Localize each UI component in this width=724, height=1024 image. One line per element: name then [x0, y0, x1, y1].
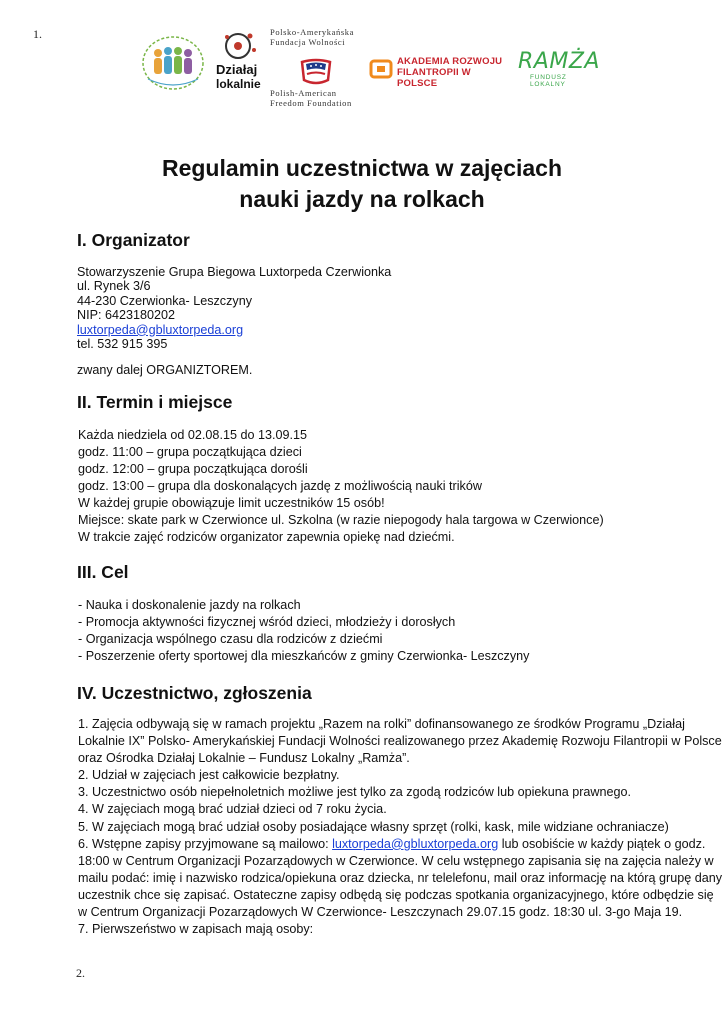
- arfp-logo: [369, 56, 509, 89]
- goal-item: - Poszerzenie oferty sportowej dla mieszkańców z gminy Czerwionka- Leszczyny: [78, 649, 530, 663]
- organizer-city: 44-230 Czerwionka- Leszczyny: [77, 293, 252, 308]
- participation-text: [78, 716, 723, 938]
- page-number-top: 1.: [33, 27, 42, 41]
- term-line: godz. 13:00 – grupa dla doskonalących jazdę z możliwością nauki trików: [78, 479, 482, 493]
- pafw-en-line1: Polish-American: [270, 88, 337, 98]
- participation-line: 18:00 w Centrum Organizacji Pozarządowych w Czerwionce. W celu wstępnego zapisania się na zajęcia należy w: [78, 853, 714, 868]
- participation-line: 3. Uczestnictwo osób niepełnoletnich możliwe jest tylko za zgodą rodziców lub opiekuna prawnego.: [78, 785, 632, 800]
- term-details: [78, 427, 604, 546]
- pafw-pl-line2: Fundacja Wolności: [270, 37, 346, 47]
- signup-text-after: lub osobiście w każdy piątek o godz.: [498, 836, 706, 851]
- title-line1: Regulamin uczestnictwa w zajęciach: [161, 155, 563, 181]
- participation-line: 2. Udział w zajęciach jest całkowicie bezpłatny.: [78, 768, 340, 783]
- dzialaj-lokalnie-logo: [214, 28, 262, 94]
- participation-line: 7. Pierwszeństwo w zapisach mają osoby:: [78, 922, 314, 937]
- participation-line: 1. Zajęcia odbywają się w ramach projektu „Razem na rolki” dofinansowanego ze środków Programu „Działaj: [78, 717, 685, 731]
- signup-email-link[interactable]: luxtorpeda@gbluxtorpeda.org: [332, 836, 499, 851]
- section-heading-term: II. Termin i miejsce: [77, 392, 233, 412]
- participation-line: Lokalnie IX” Polsko- Amerykańskiej Fundacji Wolności realizowanego przez Akademię Rozwoju Filantropii w Polsce: [78, 734, 722, 749]
- goal-item: - Promocja aktywności fizycznej wśród dzieci, młodzieży i dorosłych: [78, 615, 456, 629]
- participation-line: 4. W zajęciach mogą brać udział dzieci od 7 roku życia.: [78, 802, 387, 817]
- participation-line: 5. W zajęciach mogą brać udział osoby posiadające własny sprzęt (rolki, kask, mile widziane ochraniacze): [78, 819, 669, 834]
- term-line: Każda niedziela od 02.08.15 do 13.09.15: [78, 428, 307, 442]
- ramza-logo: [518, 50, 598, 86]
- term-line: W każdej grupie obowiązuje limit uczestników 15 osób!: [78, 496, 385, 510]
- pafw-logo-english-text: [270, 88, 370, 108]
- arfp-mark-icon: [369, 58, 393, 80]
- participation-line-signup: [78, 836, 708, 853]
- participation-line: uczestnik chce się zapisać. Ostateczne zapisy odbędą się podczas spotkania organizacyjnego, które odbędzie się: [78, 887, 714, 902]
- term-line: W trakcie zajęć rodziców organizator zapewnia opiekę nad dziećmi.: [78, 530, 455, 544]
- participation-line: mailu podać: imię i nazwisko rodzica/opiekuna oraz dziecka, nr telelefonu, mail oraz informację na którą grupę dany: [78, 870, 723, 885]
- organizer-details: [77, 265, 391, 351]
- section-heading-organizer: I. Organizator: [77, 230, 190, 250]
- goal-item: - Nauka i doskonalenie jazdy na rolkach: [78, 598, 301, 612]
- organizer-street: ul. Rynek 3/6: [77, 279, 151, 294]
- organizer-name: Stowarzyszenie Grupa Biegowa Luxtorpeda Czerwionka: [77, 265, 392, 279]
- participation-line: oraz Ośrodka Działaj Lokalnie – Fundusz Lokalny „Ramża”.: [78, 751, 410, 766]
- page-number-bottom: 2.: [76, 966, 85, 980]
- pafw-en-line2: Freedom Foundation: [270, 98, 352, 108]
- pafw-flag-icon: [298, 56, 334, 88]
- participation-line: w Centrum Organizacji Pozarządowych W Czerwionce- Leszczynach 29.07.15 godz. 18:30 ul. 3-go Maja 19.: [78, 905, 683, 920]
- arfp-line1: AKADEMIA ROZWOJU: [397, 56, 503, 67]
- signup-text-before: 6. Wstępne zapisy przyjmowane są mailowo:: [78, 836, 333, 851]
- dzialaj-line1: Działaj: [216, 62, 258, 77]
- pafw-logo-polish-text: [270, 27, 370, 47]
- organizer-called: zwany dalej ORGANIZTOREM.: [77, 363, 253, 377]
- ramza-subtitle: FUNDUSZ LOKALNY: [530, 74, 567, 88]
- dzialaj-line2: lokalnie: [216, 77, 261, 91]
- goal-list: [78, 597, 529, 665]
- arfp-line2: FILANTROPII W POLSCE: [397, 67, 471, 89]
- title-line2: nauki jazdy na rolkach: [239, 186, 485, 212]
- document-title: [0, 153, 724, 215]
- term-line: Miejsce: skate park w Czerwionce ul. Szkolna (w razie niepogody hala targowa w Czerwionce): [78, 513, 604, 527]
- organizer-phone: tel. 532 915 395: [77, 337, 168, 352]
- organizer-nip: NIP: 6423180202: [77, 308, 176, 323]
- ramza-name: RAMŻA: [518, 49, 600, 74]
- pafw-pl-line1: Polsko-Amerykańska: [270, 27, 354, 37]
- local-group-logo: [138, 33, 208, 93]
- organizer-email-link[interactable]: luxtorpeda@gbluxtorpeda.org: [77, 322, 244, 337]
- section-heading-participation: IV. Uczestnictwo, zgłoszenia: [77, 683, 312, 703]
- section-heading-goal: III. Cel: [77, 562, 129, 582]
- term-line: godz. 12:00 – grupa początkująca dorośli: [78, 462, 308, 476]
- goal-item: - Organizacja wspólnego czasu dla rodziców z dziećmi: [78, 632, 383, 646]
- term-line: godz. 11:00 – grupa początkująca dzieci: [78, 445, 302, 459]
